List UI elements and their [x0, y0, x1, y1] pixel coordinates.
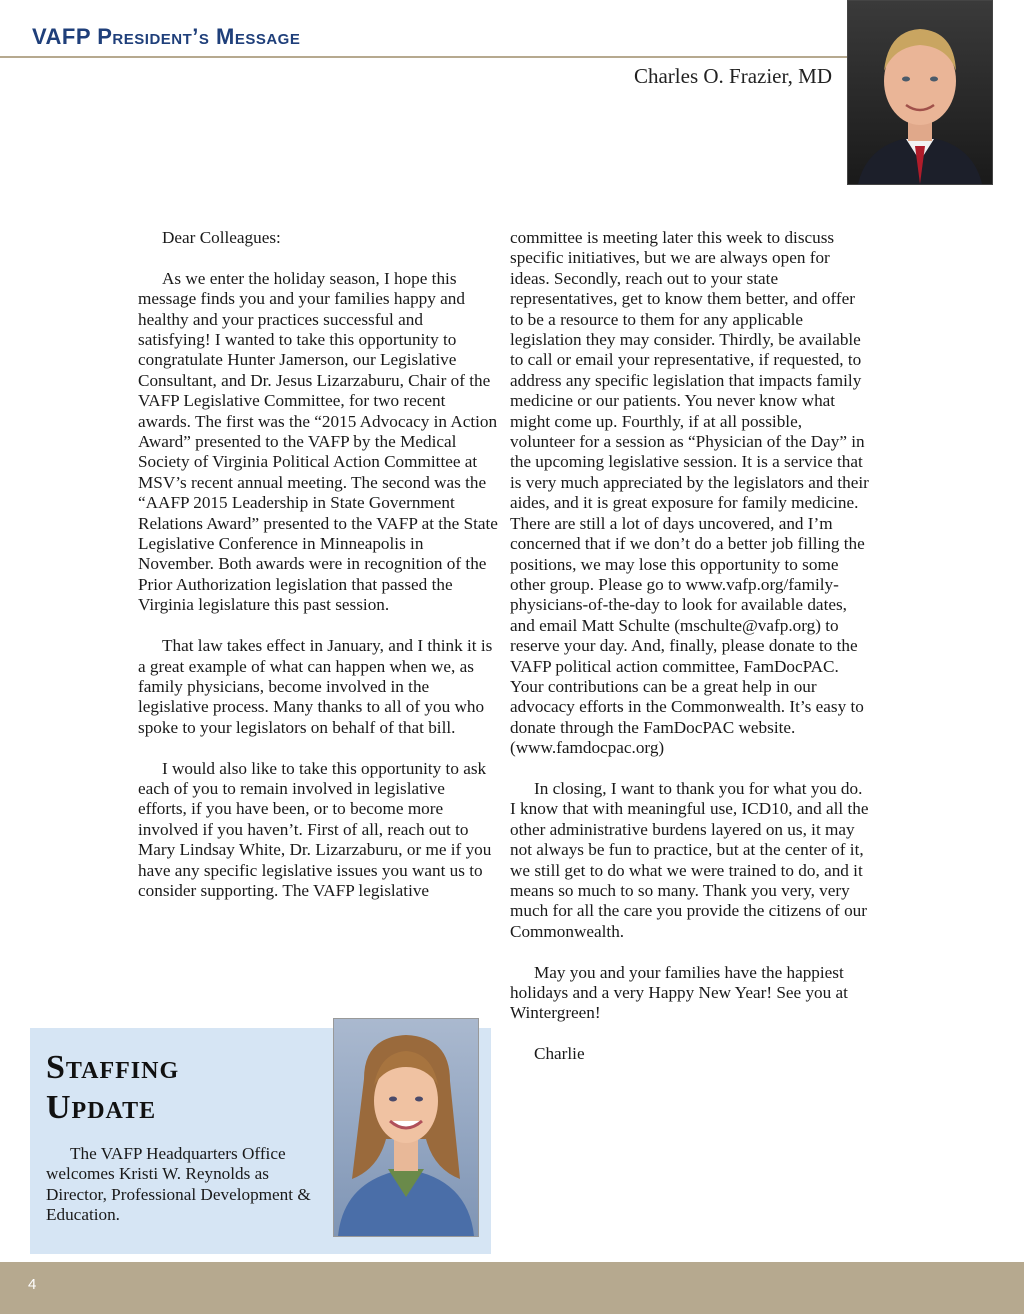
author-name: Charles O. Frazier, MD	[633, 64, 832, 88]
page-title: VAFP President’s Message	[32, 24, 301, 49]
salutation: Dear Colleagues:	[162, 228, 281, 247]
header-rule	[0, 56, 848, 58]
letter-column-right	[510, 228, 870, 1065]
letter-paragraph: committee is meeting later this week to discuss specific initiatives, but we are always open for ideas. Secondly, reach out to your state representatives, get to know them better, and offer to be a resource to them for any applicable legislation they may consider. Thirdly, be available to call or email your representative, if requested, to address any specific legislation that impacts family medicine or our patients. You never know what might come up. Fourthly, if at all possible, volunteer for a session as “Physician of the Day” in the upcoming legislative session. It is a service that is very much appreciated by the legislators and their aides, and it is great exposure for family medicine. There are still a lot of days uncovered, and I’m concerned that if we don’t do a better job filling the positions, we may lose this opportunity to some other group. Please go to www.vafp.org/family-physicians-of-the-day to look for available dates, and email Matt Schulte (mschulte@vafp.org) to reserve your day. And, finally, please donate to the VAFP political action committee, FamDocPAC. Your contributions can be a great help in our advocacy efforts in the Commonwealth. It’s easy to donate through the FamDocPAC website. (www.famdocpac.org)	[510, 228, 869, 758]
author-portrait	[847, 0, 993, 185]
letter-column-left	[138, 228, 498, 901]
staff-portrait	[333, 1018, 479, 1237]
staffing-text: The VAFP Headquarters Office welcomes Kristi W. Reynolds as Director, Professional Development & Education.	[46, 1144, 311, 1225]
letter-paragraph: In closing, I want to thank you for what you do. I know that with meaningful use, ICD10, and all the other administrative burdens layered on us, it may not always be fun to practice, but at the center of it, we still get to do what we were trained to do, and it means so much to so many. Thank you very, very much for all the care you provide the citizens of our Commonwealth.	[510, 778, 869, 941]
letter-paragraph: I would also like to take this opportunity to ask each of you to remain involved in legislative efforts, if you have been, or to become more involved if you haven’t. First of all, reach out to Mary Lindsay White, Dr. Lizarzaburu, or me if you have any specific legislative issues you want us to consider supporting. The VAFP legislative	[138, 758, 492, 900]
footer-bar	[0, 1262, 1024, 1314]
letter-paragraph: May you and your families have the happiest holidays and a very Happy New Year! See you at Wintergreen!	[510, 962, 848, 1023]
signature: Charlie	[534, 1044, 585, 1064]
page-number: 4	[28, 1276, 37, 1293]
letter-paragraph: As we enter the holiday season, I hope this message finds you and your families happy and healthy and your practices successful and satisfying! I wanted to take this opportunity to congratulate Hunter Jamerson, our Legislative Consultant, and Dr. Jesus Lizarzaburu, Chair of the VAFP Legislative Committee, for two recent awards. The first was the “2015 Advocacy in Action Award” presented to the VAFP by the Medical Society of Virginia Political Action Committee at MSV’s recent annual meeting. The second was the “AAFP 2015 Leadership in State Government Relations Award” presented to the VAFP at the State Legislative Conference in Minneapolis in November. Both awards were in recognition of the Prior Authorization legislation that passed the Virginia legislature this past session.	[138, 268, 498, 615]
staffing-title: Staffing Update	[46, 1049, 180, 1126]
letter-paragraph: That law takes effect in January, and I think it is a great example of what can happen when we, as family physicians, become involved in the legislative process. Many thanks to all of you who spoke to your legislators on behalf of that bill.	[138, 636, 493, 737]
